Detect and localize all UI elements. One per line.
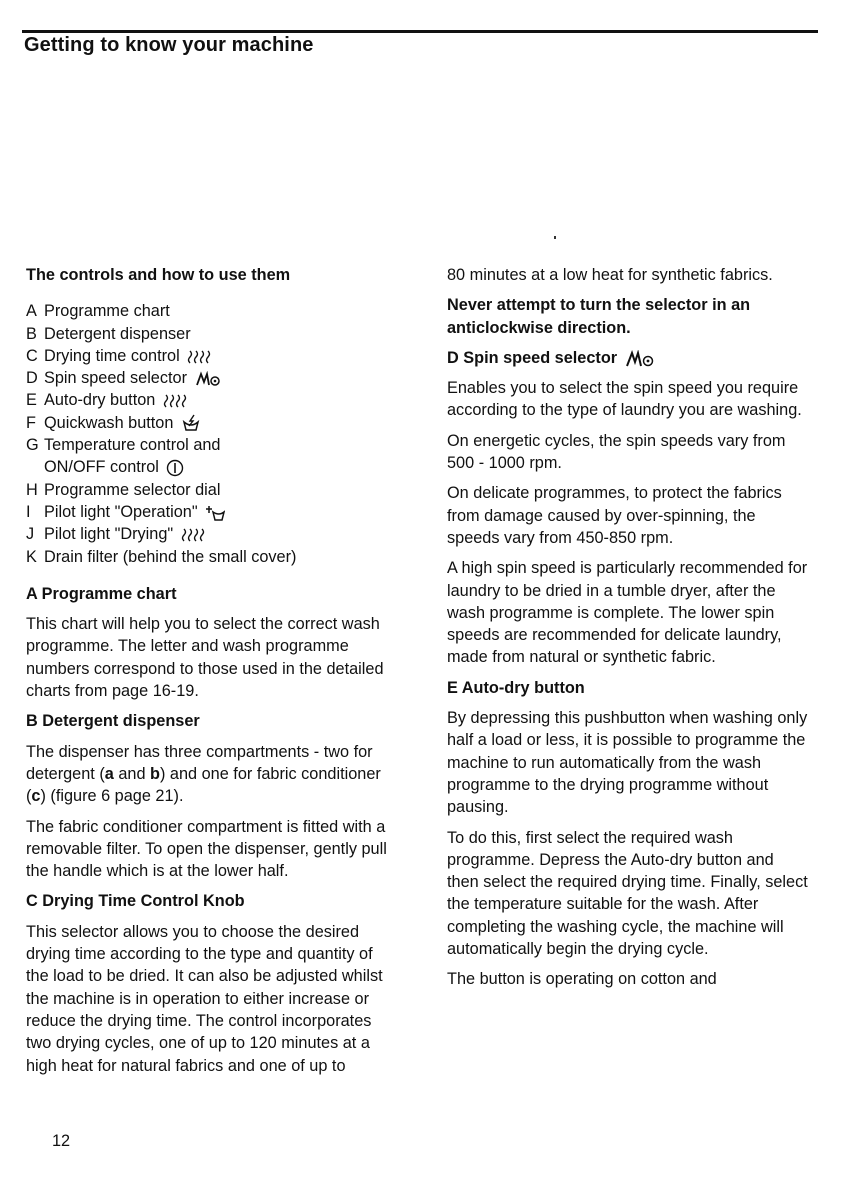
section-c-warning: Never attempt to turn the selector in an anticlockwise direction. xyxy=(447,296,751,337)
section-d-heading: D Spin speed selector xyxy=(447,347,809,369)
spin-speed-icon xyxy=(625,350,655,368)
list-item: E Auto-dry button xyxy=(26,389,398,411)
drying-heat-icon xyxy=(187,349,213,365)
quickwash-icon xyxy=(181,414,201,432)
list-item: J Pilot light "Drying" xyxy=(26,523,398,545)
power-icon xyxy=(166,459,184,477)
section-b-heading: B Detergent dispenser xyxy=(26,712,200,731)
section-b-paragraph-2: The fabric conditioner compartment is fitted with a removable filter. To open the dispenser, gently pull the handle which is at the lower half. xyxy=(26,817,387,881)
header-rule xyxy=(22,30,818,33)
list-item: F Quickwash button xyxy=(26,412,398,434)
section-c-body: This selector allows you to choose the desired drying time according to the type and quantity of the load to be dried. It can also be adjusted whilst the machine is in operation to either increase or reduce the drying time. The control incorporates two drying cycles, one of up to 120 minutes at a high heat for natural fabrics and one of up to xyxy=(26,922,383,1075)
section-b-paragraph-1: The dispenser has three compartments - two for detergent (a and b) and one for fabric conditioner (c) (figure 6 page 21). xyxy=(26,742,381,806)
section-e-paragraph-3: The button is operating on cotton and xyxy=(447,970,717,989)
page-title: Getting to know your machine xyxy=(24,34,314,56)
section-d-paragraph-4: A high spin speed is particularly recommended for laundry to be dried in a tumble dryer, after the wash programme is complete. The lower spin speeds are recommended for delicate laundry, made from natural or synthetic fabric. xyxy=(447,559,808,667)
left-column xyxy=(26,264,398,1085)
list-item: G Temperature control and xyxy=(26,436,221,455)
section-a-body: This chart will help you to select the correct wash programme. The letter and wash programme numbers correspond to those used in the detailed charts from page 16-19. xyxy=(26,615,384,701)
controls-heading: The controls and how to use them xyxy=(26,266,291,284)
list-item: B Detergent dispenser xyxy=(26,324,191,343)
right-column xyxy=(447,264,809,999)
page-number: 12 xyxy=(52,1132,71,1150)
section-c-heading: C Drying Time Control Knob xyxy=(26,892,245,911)
section-d-paragraph-3: On delicate programmes, to protect the fabrics from damage caused by over-spinning, the speeds vary from 450-850 rpm. xyxy=(447,484,782,547)
list-item: D Spin speed selector xyxy=(26,367,398,389)
list-item: I Pilot light "Operation" xyxy=(26,501,398,523)
section-e-paragraph-1: By depressing this pushbutton when washing only half a load or less, it is possible to programme the machine to run automatically from the wash programme to the drying programme without pausing. xyxy=(447,709,808,817)
section-d-paragraph-2: On energetic cycles, the spin speeds vary from 500 - 1000 rpm. xyxy=(447,431,786,473)
section-c-continued: 80 minutes at a low heat for synthetic fabrics. xyxy=(447,266,773,284)
section-e-paragraph-2: To do this, first select the required wash programme. Depress the Auto-dry button and then select the required drying time. Finally, select the temperature suitable for the wash. After completing the washing cycle, the machine will automatically begin the drying cycle. xyxy=(447,828,808,959)
controls-list xyxy=(26,300,398,568)
list-item-continuation: ON/OFF control xyxy=(26,456,398,478)
list-item: C Drying time control xyxy=(26,345,398,367)
drying-heat-icon xyxy=(181,527,207,543)
list-item: A Programme chart xyxy=(26,302,170,321)
section-a-heading: A Programme chart xyxy=(26,584,177,603)
drying-heat-icon xyxy=(163,393,189,409)
spin-speed-icon xyxy=(195,371,221,387)
operation-icon xyxy=(205,504,225,522)
section-e-heading: E Auto-dry button xyxy=(447,678,585,697)
list-item: H Programme selector dial xyxy=(26,480,221,499)
scan-speck xyxy=(554,236,556,239)
list-item: K Drain filter (behind the small cover) xyxy=(26,547,297,566)
section-d-paragraph-1: Enables you to select the spin speed you require according to the type of laundry you are washing. xyxy=(447,379,802,420)
